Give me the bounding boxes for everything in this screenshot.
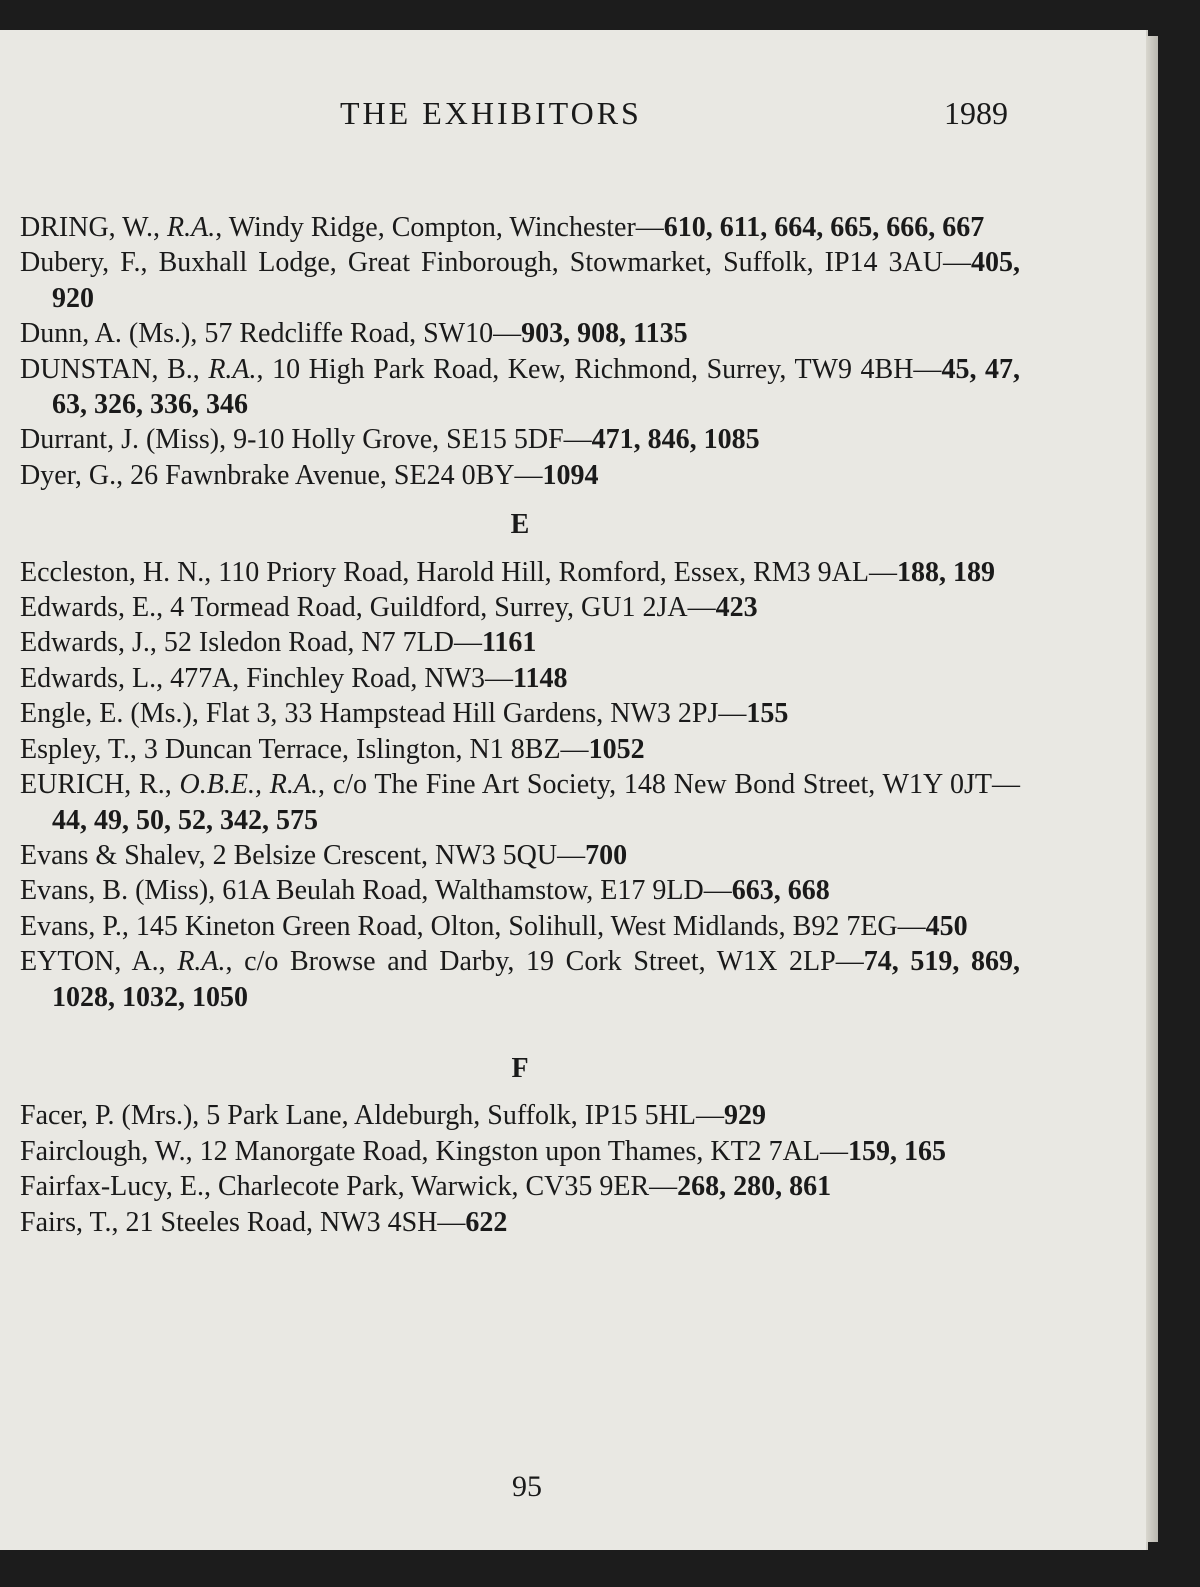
header-year: 1989 xyxy=(944,95,1008,131)
exhibit-numbers: 44, 49, 50, 52, 342, 575 xyxy=(52,804,318,836)
exhibitor-name: Dyer, G., xyxy=(20,459,131,491)
exhibitor-entry xyxy=(20,767,1020,838)
exhibitor-entry xyxy=(20,555,1020,590)
exhibitor-name: Edwards, E., xyxy=(20,592,171,624)
page-edge xyxy=(1146,36,1158,1542)
exhibitor-name: EURICH, R., xyxy=(20,769,180,801)
exhibit-numbers: 74, 519, 869, 1028, 1032, 1050 xyxy=(52,946,1020,1013)
exhibitor-entry xyxy=(20,661,1020,696)
exhibitor-entry xyxy=(20,696,1020,731)
exhibit-numbers: 700 xyxy=(585,839,628,871)
exhibitor-address: , Windy Ridge, Compton, Winchester— xyxy=(215,212,664,243)
exhibitor-entry xyxy=(20,422,1020,457)
exhibit-numbers: 1052 xyxy=(588,733,645,765)
exhibitor-name: Edwards, J., xyxy=(20,627,164,659)
exhibitor-entry xyxy=(20,316,1020,351)
exhibitor-name: Dunn, A. (Ms.), xyxy=(20,318,205,350)
exhibitor-entry xyxy=(20,1134,1020,1169)
exhibitor-address: 9-10 Holly Grove, SE15 5DF— xyxy=(233,424,592,456)
page-number: 95 xyxy=(512,1470,542,1503)
exhibitor-address: 477A, Finchley Road, NW3— xyxy=(170,662,514,694)
exhibitor-address: 57 Redcliffe Road, SW10— xyxy=(204,318,522,350)
exhibitor-name: Evans, B. (Miss), xyxy=(20,875,223,907)
exhibitor-address: , 10 High Park Road, Kew, Richmond, Surrey, TW9 4BH— xyxy=(256,353,942,385)
exhibitor-entry xyxy=(20,838,1020,873)
exhibitor-list xyxy=(20,210,1020,1240)
exhibitor-name: EYTON, A., xyxy=(20,946,178,978)
exhibitor-entry xyxy=(20,625,1020,660)
section-letter-e: E xyxy=(510,509,530,541)
exhibitor-address: , c/o Browse and Darby, 19 Cork Street, W1X 2LP— xyxy=(225,946,864,978)
exhibitor-address: 110 Priory Road, Harold Hill, Romford, Essex, RM3 9AL— xyxy=(218,556,897,588)
exhibitor-address: Flat 3, 33 Hampstead Hill Gardens, NW3 2PJ— xyxy=(205,698,747,730)
exhibitor-name: Evans & Shalev, xyxy=(20,839,213,871)
exhibit-numbers: 155 xyxy=(746,698,789,730)
entries-f xyxy=(20,1098,1020,1240)
exhibitor-name: Fairclough, W., xyxy=(20,1135,200,1167)
exhibitor-entry xyxy=(20,909,1020,944)
book-page xyxy=(0,30,1148,1550)
exhibit-numbers: 1161 xyxy=(481,627,537,659)
exhibitor-honor: O.B.E., R.A. xyxy=(179,769,319,801)
exhibitor-name: Dubery, F., xyxy=(20,247,159,279)
exhibitor-address: Buxhall Lodge, Great Finborough, Stowmarket, Suffolk, IP14 3AU— xyxy=(158,247,971,279)
entries-d xyxy=(20,210,1020,493)
exhibitor-entry xyxy=(20,1205,1020,1240)
exhibitor-address: , c/o The Fine Art Society, 148 New Bond Street, W1Y 0JT— xyxy=(318,769,1020,801)
exhibitor-name: Fairs, T., xyxy=(20,1206,126,1238)
exhibitor-address: 3 Duncan Terrace, Islington, N1 8BZ— xyxy=(143,733,589,765)
exhibit-numbers: 159, 165 xyxy=(848,1135,947,1167)
exhibit-numbers: 405, 920 xyxy=(52,247,1020,314)
exhibit-numbers: 423 xyxy=(715,592,758,624)
exhibitor-name: Facer, P. (Mrs.), xyxy=(20,1100,207,1132)
exhibitor-name: Espley, T., xyxy=(20,733,144,765)
exhibitor-entry xyxy=(20,944,1020,1015)
exhibitor-entry xyxy=(20,210,1020,245)
exhibitor-name: Edwards, L., xyxy=(20,662,171,694)
exhibitor-name: Eccleston, H. N., xyxy=(20,556,219,588)
exhibit-numbers: 929 xyxy=(724,1100,766,1132)
exhibitor-entry xyxy=(20,352,1020,423)
exhibit-numbers: 450 xyxy=(925,910,968,942)
exhibitor-name: Durrant, J. (Miss), xyxy=(20,424,234,456)
exhibitor-entry xyxy=(20,245,1020,316)
exhibitor-honor: R.A. xyxy=(177,946,226,978)
exhibit-numbers: 622 xyxy=(465,1206,508,1238)
exhibitor-address: 145 Kineton Green Road, Olton, Solihull, West Midlands, B92 7EG— xyxy=(135,910,926,942)
exhibit-numbers: 1094 xyxy=(542,459,599,491)
exhibit-numbers: 663, 668 xyxy=(731,875,830,907)
exhibit-numbers: 903, 908, 1135 xyxy=(521,318,688,350)
exhibitor-name: Fairfax-Lucy, E., xyxy=(20,1171,218,1203)
exhibitor-address: Charlecote Park, Warwick, CV35 9ER— xyxy=(218,1171,678,1203)
exhibit-numbers: 268, 280, 861 xyxy=(677,1171,832,1203)
exhibitor-address: 52 Isledon Road, N7 7LD— xyxy=(163,627,482,659)
entries-e xyxy=(20,555,1020,1015)
exhibit-numbers: 1148 xyxy=(513,662,568,694)
exhibitor-address: 2 Belsize Crescent, NW3 5QU— xyxy=(212,839,586,871)
exhibit-numbers: 45, 47, 63, 326, 336, 346 xyxy=(52,353,1020,421)
exhibitor-entry xyxy=(20,590,1020,625)
exhibitor-entry xyxy=(20,458,1020,493)
exhibitor-name: DRING, W., xyxy=(20,212,168,243)
exhibitor-entry xyxy=(20,873,1020,908)
section-letter-f: F xyxy=(511,1052,529,1084)
exhibitor-honor: R.A. xyxy=(208,353,257,385)
exhibitor-entry xyxy=(20,1098,1020,1133)
exhibitor-name: Engle, E. (Ms.), xyxy=(20,698,206,730)
exhibitor-address: 61A Beulah Road, Walthamstow, E17 9LD— xyxy=(222,875,732,907)
exhibit-numbers: 610, 611, 664, 665, 666, 667 xyxy=(663,212,985,243)
exhibitor-address: 26 Fawnbrake Avenue, SE24 0BY— xyxy=(130,459,543,491)
exhibitor-entry xyxy=(20,1169,1020,1204)
exhibit-numbers: 188, 189 xyxy=(897,556,995,588)
exhibitor-name: DUNSTAN, B., xyxy=(20,353,209,385)
exhibitor-address: 5 Park Lane, Aldeburgh, Suffolk, IP15 5HL— xyxy=(206,1100,724,1132)
exhibitor-address: 4 Tormead Road, Guildford, Surrey, GU1 2JA— xyxy=(170,592,716,624)
exhibitor-address: 21 Steeles Road, NW3 4SH— xyxy=(125,1206,466,1238)
header-title: THE EXHIBITORS xyxy=(340,95,642,131)
exhibitor-honor: R.A. xyxy=(167,212,216,243)
exhibitor-name: Evans, P., xyxy=(20,910,136,942)
exhibit-numbers: 471, 846, 1085 xyxy=(591,424,760,456)
exhibitor-address: 12 Manorgate Road, Kingston upon Thames, KT2 7AL— xyxy=(199,1135,849,1167)
exhibitor-entry xyxy=(20,732,1020,767)
running-header xyxy=(0,95,1146,135)
